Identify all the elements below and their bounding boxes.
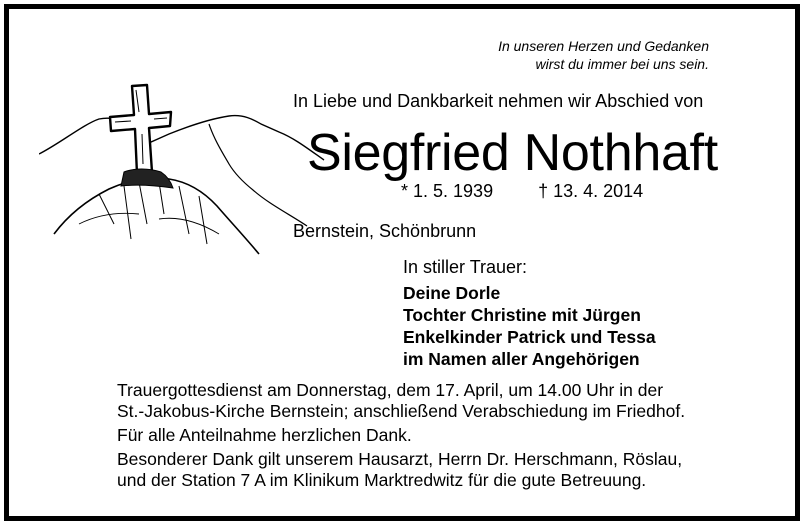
death-date: † 13. 4. 2014 — [538, 181, 644, 201]
special-thanks-line: Besonderer Dank gilt unserem Hausarzt, Herrn Dr. Herschmann, Röslau, — [117, 449, 683, 469]
place-names: Bernstein, Schönbrunn — [293, 221, 477, 241]
obituary-notice — [4, 4, 800, 521]
birth-date: * 1. 5. 1939 — [401, 181, 494, 201]
summit-cross-icon — [39, 64, 329, 264]
service-line: Trauergottesdienst am Donnerstag, dem 17. April, um 14.00 Uhr in der — [117, 380, 664, 400]
mourners-list — [403, 282, 656, 370]
mourner-line: im Namen aller Angehörigen — [403, 349, 640, 369]
farewell-intro: In Liebe und Dankbarkeit nehmen wir Abschied von — [293, 91, 704, 111]
quote-line: wirst du immer bei uns sein. — [535, 56, 709, 72]
thanks-text: Für alle Anteilnahme herzlichen Dank. — [117, 425, 412, 445]
mourner-line: Tochter Christine mit Jürgen — [403, 305, 641, 325]
mourner-line: Deine Dorle — [403, 283, 501, 303]
mourner-line: Enkelkinder Patrick und Tessa — [403, 327, 656, 347]
service-line: St.-Jakobus-Kirche Bernstein; anschließend Verabschiedung im Friedhof. — [117, 401, 686, 421]
special-thanks-line: und der Station 7 A im Klinikum Marktredwitz für die gute Betreuung. — [117, 470, 647, 490]
memorial-quote — [9, 37, 709, 73]
life-dates — [401, 181, 643, 202]
deceased-name: Siegfried Nothhaft — [307, 124, 718, 182]
quote-line: In unseren Herzen und Gedanken — [498, 38, 709, 54]
service-notes — [117, 377, 685, 494]
mourning-label: In stiller Trauer: — [403, 257, 528, 277]
